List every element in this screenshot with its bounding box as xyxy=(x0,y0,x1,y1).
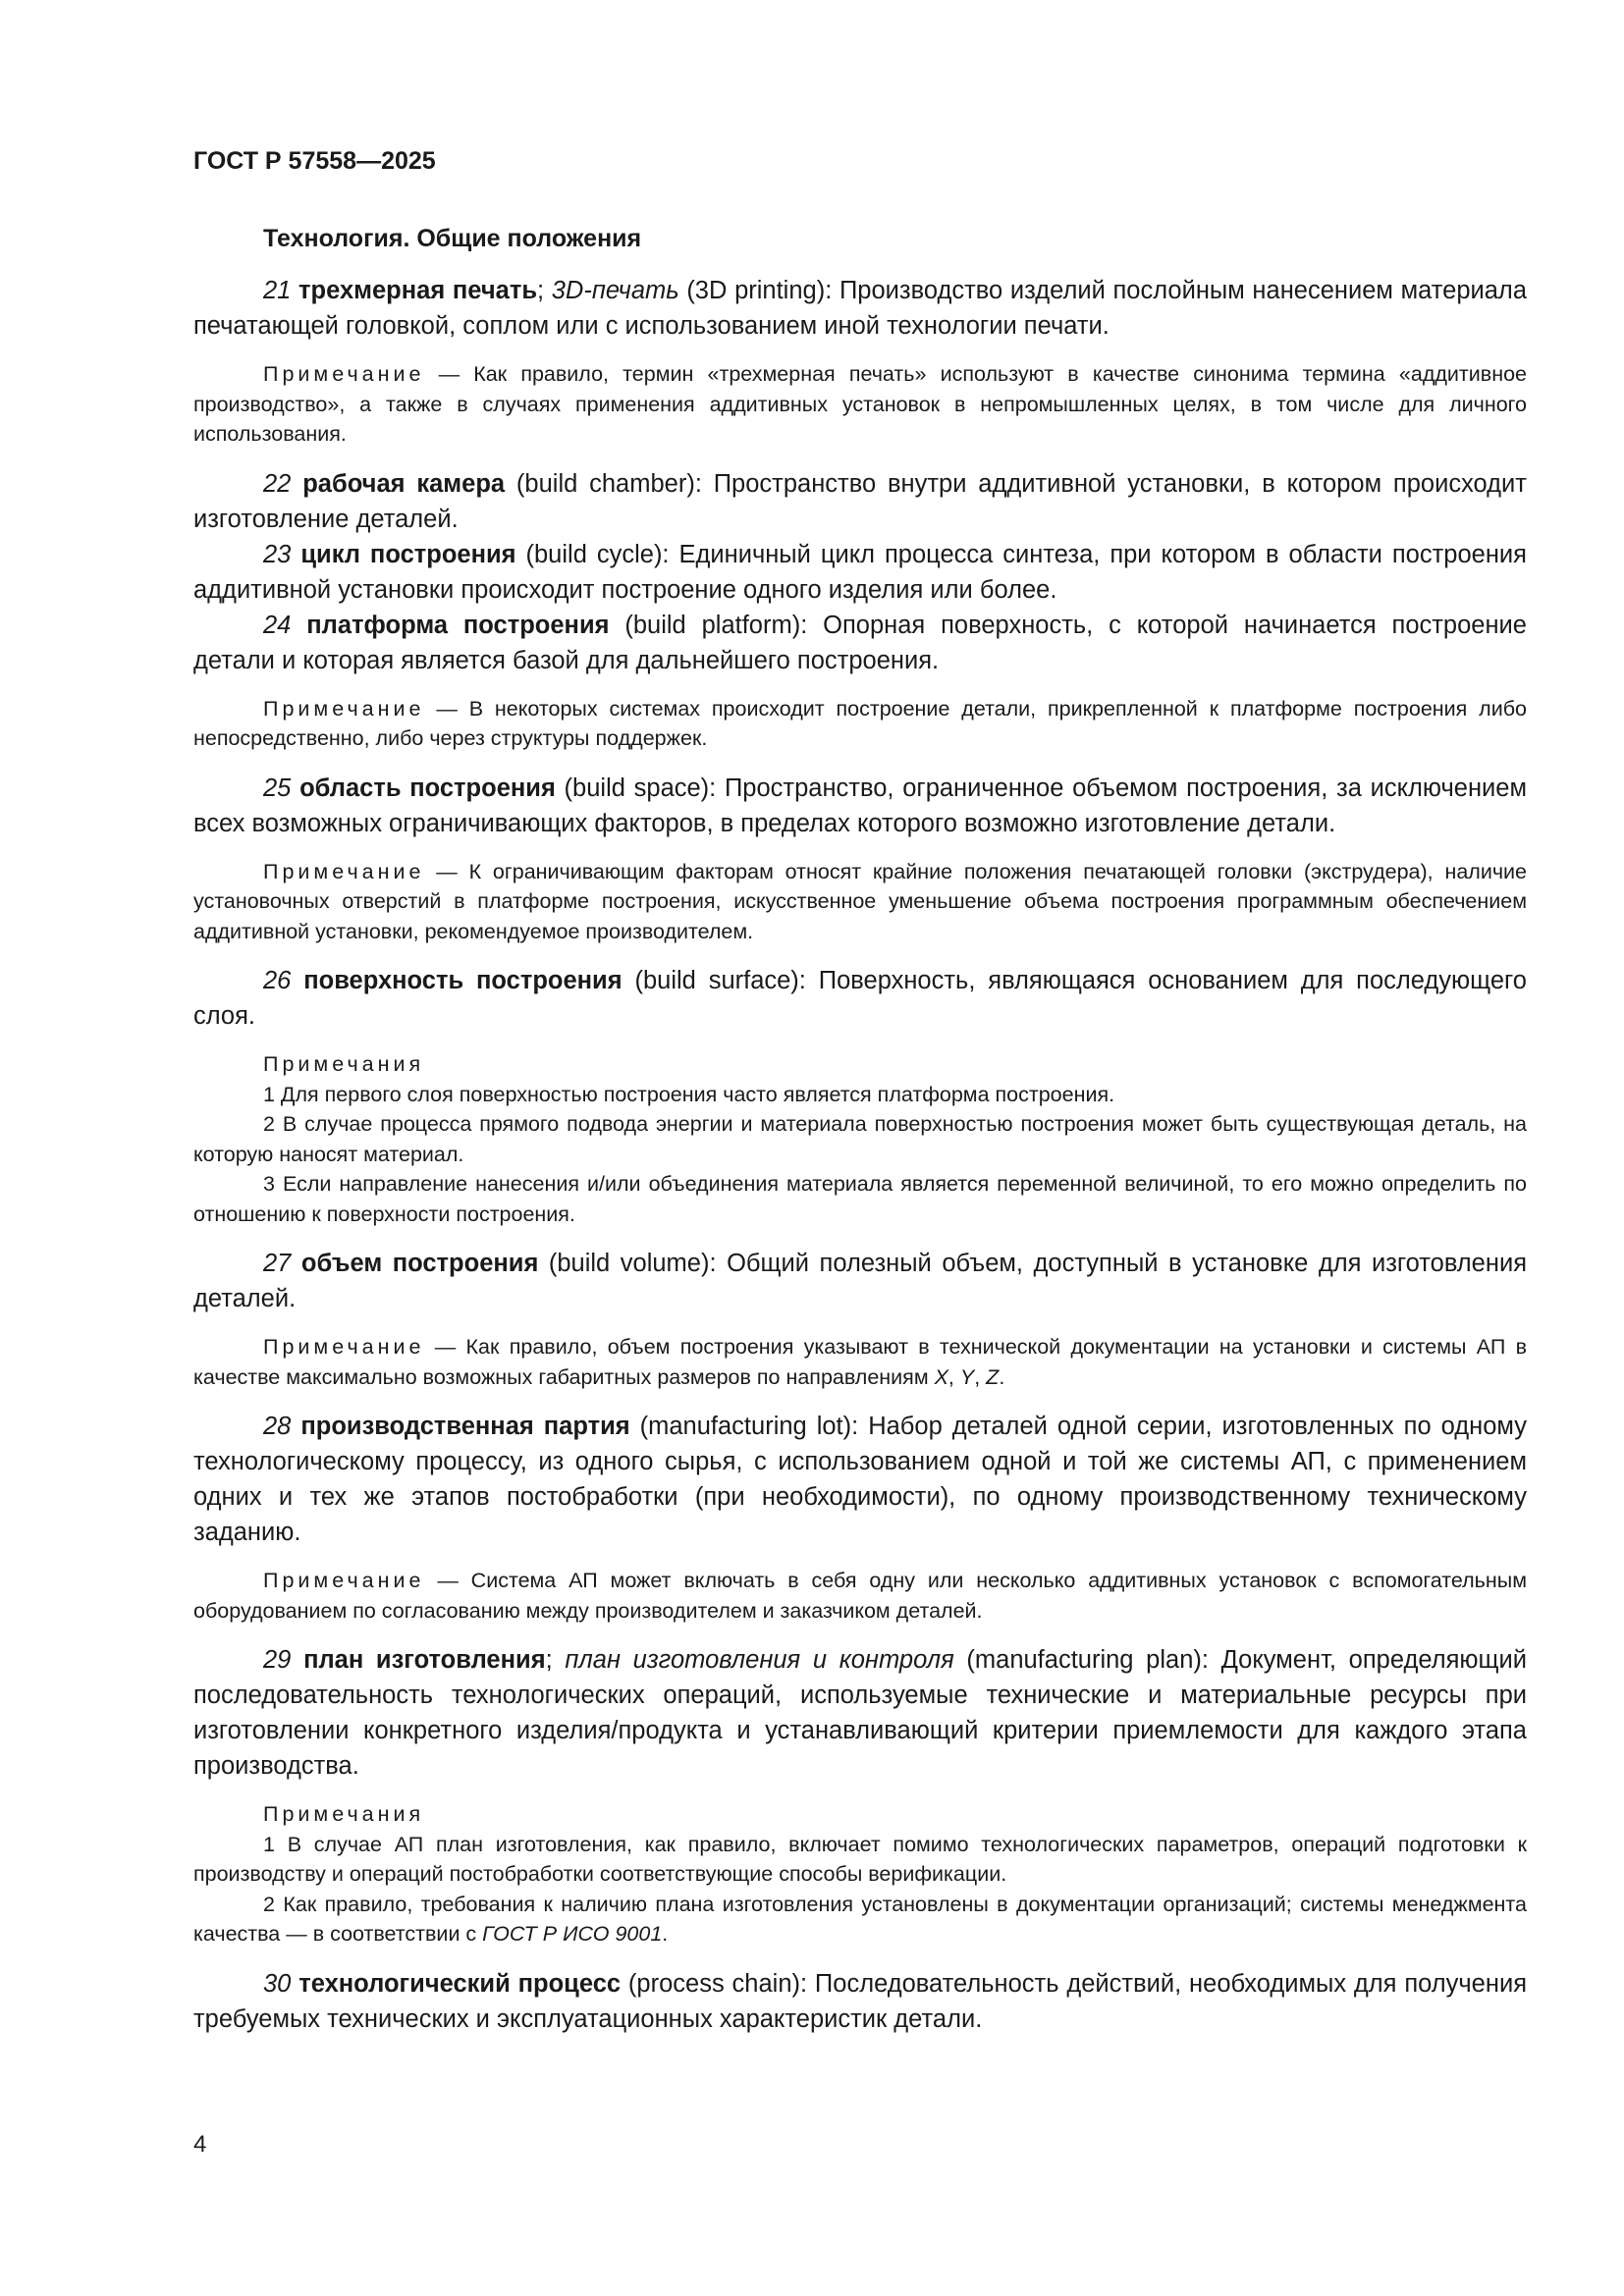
term-number: 25 xyxy=(263,774,292,802)
term-name: трехмерная печать xyxy=(298,277,537,304)
note-item xyxy=(193,1890,1527,1949)
note-25 xyxy=(193,857,1527,947)
term-entry-22 xyxy=(193,466,1527,537)
term-number: 27 xyxy=(263,1250,292,1277)
section-title: Технология. Общие положения xyxy=(263,225,642,252)
note-text: 2 Как правило, требования к наличию плана изготовления установлены в документации организаций; системы менеджмента качества — в соответствии с xyxy=(193,1892,1527,1946)
term-definition: (manufacturing lot): Набор деталей одной серии, изготовленных по одному технологическому процессу, из одного сырья, с использованием одной и той же системы АП, с применением одних и тех же этапов постобработки (при необходимости), по одному производственному техническому заданию. xyxy=(193,1413,1527,1546)
term-entry-29 xyxy=(193,1642,1527,1784)
document-code: ГОСТ Р 57558—2025 xyxy=(193,147,436,175)
term-definition: (build cycle): Единичный цикл процесса синтеза, при котором в области построения аддитивной установки происходит построение одного изделия или более. xyxy=(193,540,1527,604)
note-item: 2 В случае процесса прямого подвода энергии и материала поверхностью построения может быть существующая деталь, на которую наносят материал. xyxy=(193,1112,1527,1166)
term-name: технологический процесс xyxy=(298,1969,622,1998)
note-label: Примечание xyxy=(263,859,425,883)
notes-label: Примечания xyxy=(263,1052,425,1076)
note-28 xyxy=(193,1566,1527,1626)
term-number: 30 xyxy=(263,1969,292,1998)
period: . xyxy=(999,1364,1005,1389)
term-number: 26 xyxy=(263,967,292,994)
term-definition: (build chamber): Пространство внутри аддитивной установки, в котором происходит изготовление деталей. xyxy=(193,469,1527,533)
note-text: — К ограничивающим факторам относят крайние положения печатающей головки (экструдера), наличие установочных отверстий в платформе построения, искусственное уменьшение объема построения программным обеспечением аддитивной установки, рекомендуемое производителем. xyxy=(193,859,1527,943)
term-synonym: план изготовления и контроля xyxy=(565,1646,954,1674)
comma: , xyxy=(974,1364,987,1389)
term-definition: (manufacturing plan): Документ, определяющий последовательность технологических операций, используемые технические и материальные ресурсы при изготовлении конкретного изделия/продукта и устанавливающий критерии приемлемости для каждого этапа производства. xyxy=(193,1646,1527,1780)
term-entry-21 xyxy=(193,273,1527,344)
document-page xyxy=(193,147,1527,2037)
note-text: — В некоторых системах происходит построение детали, прикрепленной к платформе построения либо непосредственно, либо через структуры поддержек. xyxy=(193,696,1527,750)
term-entry-28 xyxy=(193,1409,1527,1550)
note-24 xyxy=(193,694,1527,754)
term-name: объем построения xyxy=(300,1250,539,1277)
note-item: 1 Для первого слоя поверхностью построения часто является платформа построения. xyxy=(263,1082,1115,1106)
note-label: Примечание xyxy=(263,1335,425,1359)
term-entry-26 xyxy=(193,963,1527,1034)
term-synonym: 3D-печать xyxy=(551,277,679,304)
term-separator: ; xyxy=(545,1646,566,1674)
term-number: 24 xyxy=(263,611,292,639)
term-entry-24 xyxy=(193,608,1527,678)
term-entry-27 xyxy=(193,1246,1527,1316)
term-entry-23 xyxy=(193,537,1527,608)
note-text: — Как правило, объем построения указывают в технической документации на установки и системы АП в качестве максимально возможных габаритных размеров по направлениям xyxy=(193,1335,1527,1389)
term-number: 29 xyxy=(263,1646,292,1674)
term-definition: (3D printing): Производство изделий послойным нанесением материала печатающей головкой, соплом или с использованием иной технологии печати. xyxy=(193,277,1527,340)
axis-y: Y xyxy=(959,1364,975,1389)
note-item: 3 Если направление нанесения и/или объединения материала является переменной величиной, то его можно определить по отношению к поверхности построения. xyxy=(193,1172,1527,1226)
term-definition: (build volume): Общий полезный объем, доступный в установке для изготовления деталей. xyxy=(193,1250,1527,1312)
period: . xyxy=(662,1922,669,1946)
axis-z: Z xyxy=(986,1364,1000,1389)
axis-x: X xyxy=(934,1364,948,1389)
page-number: 4 xyxy=(193,2131,207,2158)
term-definition: (build surface): Поверхность, являющаяся основанием для последующего слоя. xyxy=(193,967,1527,1030)
term-name: поверхность построения xyxy=(303,967,623,994)
term-number: 22 xyxy=(263,469,292,498)
term-separator: ; xyxy=(537,277,552,304)
note-item: 1 В случае АП план изготовления, как правило, включает помимо технологических параметров, операций подготовки к производству и операций постобработки соответствующие способы верификации. xyxy=(193,1832,1527,1886)
term-name: цикл построения xyxy=(300,540,516,568)
note-label: Примечание xyxy=(263,362,425,386)
term-definition: (build platform): Опорная поверхность, с которой начинается построение детали и которая является базой для дальнейшего построения. xyxy=(193,611,1527,674)
term-number: 21 xyxy=(263,277,292,304)
note-27 xyxy=(193,1332,1527,1392)
term-definition: (process chain): Последовательность действий, необходимых для получения требуемых технических и эксплуатационных характеристик детали. xyxy=(193,1969,1528,2033)
term-definition: (build space): Пространство, ограниченное объемом построения, за исключением всех возможных ограничивающих факторов, в пределах которого возможно изготовление детали. xyxy=(193,774,1527,837)
term-name: платформа построения xyxy=(306,611,610,639)
term-name: область построения xyxy=(299,774,556,802)
term-entry-25 xyxy=(193,771,1527,841)
term-name: план изготовления xyxy=(303,1646,546,1674)
note-text: — Как правило, термин «трехмерная печать» используют в качестве синонима термина «аддитивное производство», а также в случаях применения аддитивных установок в непромышленных целях, в том числе для личного использования. xyxy=(193,362,1527,446)
comma: , xyxy=(947,1364,960,1389)
term-number: 23 xyxy=(263,540,292,568)
note-label: Примечание xyxy=(263,696,425,721)
note-21 xyxy=(193,359,1527,450)
term-name: производственная партия xyxy=(300,1413,630,1440)
term-number: 28 xyxy=(263,1413,292,1440)
notes-label: Примечания xyxy=(263,1802,425,1826)
term-entry-30 xyxy=(193,1966,1527,2037)
standard-reference: ГОСТ Р ИСО 9001 xyxy=(482,1922,663,1946)
note-label: Примечание xyxy=(263,1569,425,1592)
note-text: — Система АП может включать в себя одну или несколько аддитивных установок с вспомогательным оборудованием по согласованию между производителем и заказчиком деталей. xyxy=(193,1569,1527,1623)
term-name: рабочая камера xyxy=(302,469,506,498)
